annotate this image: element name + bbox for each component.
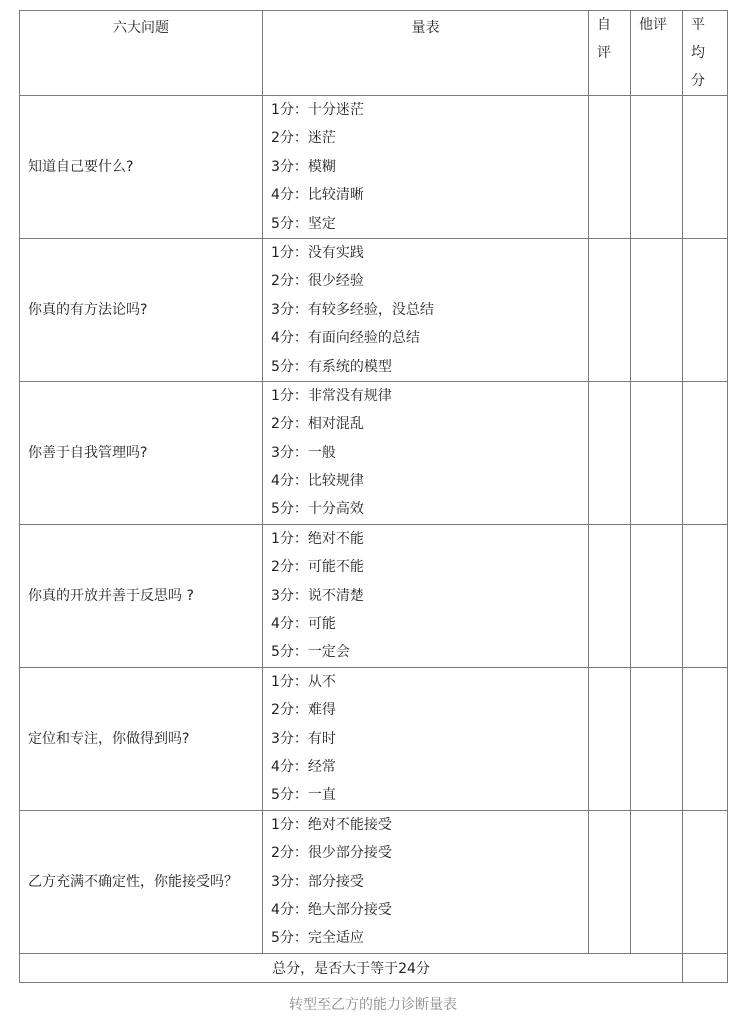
others-score-cell	[631, 524, 683, 667]
others-score-cell	[631, 381, 683, 524]
scale-level: 5分：有系统的模型	[271, 358, 392, 375]
scale-level: 3分：说不清楚	[271, 587, 364, 604]
header-others-text: 他评	[639, 17, 667, 33]
scale-level: 4分：经常	[271, 758, 336, 775]
scale-level: 4分：比较规律	[271, 473, 364, 490]
scale-level: 1分：十分迷茫	[271, 102, 364, 118]
scale-cell	[263, 810, 589, 953]
others-score-cell	[631, 238, 683, 381]
scale-level: 2分：迷茫	[271, 130, 336, 147]
scale-level: 2分：难得	[271, 702, 336, 719]
scale-level: 4分：有面向经验的总结	[271, 330, 420, 347]
scale-level: 3分：有时	[271, 730, 336, 747]
total-average-cell	[683, 953, 728, 982]
question-cell: 你真的有方法论吗?	[20, 238, 263, 381]
table-caption: 转型至乙方的能力诊断量表	[289, 997, 457, 1013]
scale-cell	[263, 238, 589, 381]
scale-level: 4分：可能	[271, 616, 336, 633]
scale-level: 3分：一般	[271, 444, 336, 461]
header-average-text: 平 均 分	[691, 17, 705, 89]
scale-level: 1分：从不	[271, 673, 336, 690]
table-row	[20, 381, 728, 524]
table-row	[20, 238, 728, 381]
scale-cell	[263, 96, 589, 239]
others-score-cell	[631, 667, 683, 810]
average-score-cell	[683, 96, 728, 239]
header-self	[589, 11, 631, 96]
scale-level: 1分：非常没有规律	[271, 387, 392, 404]
scale-level: 5分：一直	[271, 787, 336, 804]
self-score-cell	[589, 810, 631, 953]
average-score-cell	[683, 381, 728, 524]
scale-level: 5分：坚定	[271, 215, 336, 232]
total-label: 总分，是否大于等于24分	[20, 953, 683, 982]
self-score-cell	[589, 96, 631, 239]
scale-cell	[263, 667, 589, 810]
header-question: 六大问题	[20, 11, 263, 96]
question-cell: 你善于自我管理吗?	[20, 381, 263, 524]
others-score-cell	[631, 96, 683, 239]
scale-cell	[263, 381, 589, 524]
scale-level: 5分：完全适应	[271, 930, 364, 947]
question-cell: 定位和专注，你做得到吗?	[20, 667, 263, 810]
average-score-cell	[683, 667, 728, 810]
self-score-cell	[589, 238, 631, 381]
header-others	[631, 11, 683, 96]
question-cell: 知道自己要什么?	[20, 96, 263, 239]
self-score-cell	[589, 381, 631, 524]
diagnosis-table	[19, 10, 728, 983]
scale-level: 1分：没有实践	[271, 244, 364, 261]
scale-level: 3分：有较多经验，没总结	[271, 301, 434, 318]
scale-level: 5分：一定会	[271, 644, 350, 661]
scale-level: 2分：很少经验	[271, 273, 364, 290]
table-row	[20, 96, 728, 239]
header-row	[20, 11, 728, 96]
scale-level: 1分：绝对不能	[271, 530, 364, 547]
scale-level: 3分：模糊	[271, 158, 336, 175]
scale-level: 2分：可能不能	[271, 559, 364, 576]
header-average	[683, 11, 728, 96]
average-score-cell	[683, 524, 728, 667]
total-row	[20, 953, 728, 982]
scale-level: 3分：部分接受	[271, 873, 364, 890]
question-cell: 乙方充满不确定性，你能接受吗？	[20, 810, 263, 953]
average-score-cell	[683, 238, 728, 381]
self-score-cell	[589, 524, 631, 667]
scale-level: 4分：比较清晰	[271, 187, 364, 204]
scale-level: 1分：绝对不能接受	[271, 816, 392, 833]
header-scale: 量表	[263, 11, 589, 96]
table-row	[20, 810, 728, 953]
scale-level: 4分：绝大部分接受	[271, 901, 392, 918]
scale-level: 2分：很少部分接受	[271, 845, 392, 862]
scale-level: 5分：十分高效	[271, 501, 364, 518]
self-score-cell	[589, 667, 631, 810]
question-cell: 你真的开放并善于反思吗 ?	[20, 524, 263, 667]
table-row	[20, 667, 728, 810]
scale-cell	[263, 524, 589, 667]
header-self-text: 自 评	[597, 17, 611, 61]
average-score-cell	[683, 810, 728, 953]
scale-level: 2分：相对混乱	[271, 416, 364, 433]
others-score-cell	[631, 810, 683, 953]
table-row	[20, 524, 728, 667]
